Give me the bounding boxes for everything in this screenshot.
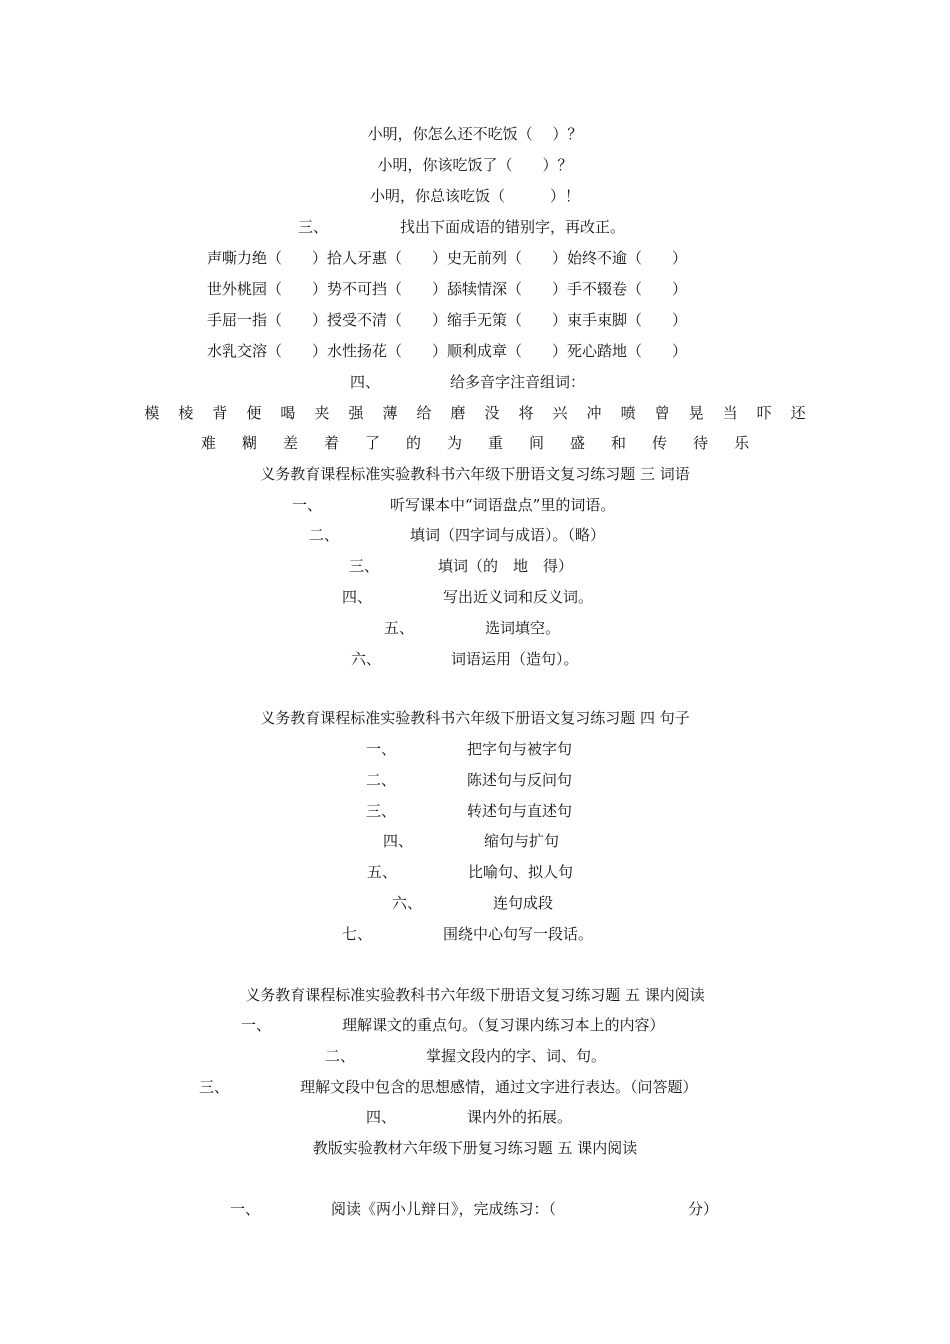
unit-heading: 义务教育课程标准实验教科书六年级下册语文复习练习题 三 词语 — [260, 465, 690, 483]
item-text: 比喻句、拟人句 — [468, 863, 574, 881]
item-text: 写出近义词和反义词。 — [443, 588, 594, 606]
polyphone-char: 重 — [488, 434, 504, 452]
polyphone-char: 和 — [611, 434, 627, 452]
chengyu-row: 世外桃园（ ）势不可挡（ ）舔犊情深（ ）手不辍卷（ ） — [207, 280, 688, 298]
polyphone-char: 着 — [323, 434, 339, 452]
sentence-line: 小明，你怎么还不吃饭（ ）？ — [367, 125, 583, 143]
polyphone-char: 吓 — [756, 404, 772, 422]
section-number: 三、 — [298, 218, 329, 236]
polyphone-char: 给 — [416, 404, 432, 422]
item-number: 一、 — [366, 740, 397, 758]
item-number: 五、 — [384, 619, 415, 637]
polyphone-char: 乐 — [734, 434, 750, 452]
polyphone-char: 便 — [246, 404, 262, 422]
item-number: 五、 — [367, 863, 398, 881]
polyphone-char: 待 — [693, 434, 709, 452]
polyphone-char: 了 — [364, 434, 380, 452]
polyphone-char: 兴 — [552, 404, 568, 422]
item-number: 六、 — [392, 894, 423, 912]
item-text: 把字句与被字句 — [467, 740, 573, 758]
score-suffix: 分） — [688, 1200, 719, 1218]
polyphone-row — [0, 433, 950, 453]
chengyu-row: 声嘶力绝（ ）拾人牙惠（ ）史无前列（ ）始终不逾（ ） — [207, 249, 688, 267]
polyphone-char: 间 — [529, 434, 545, 452]
item-number: 四、 — [342, 588, 373, 606]
polyphone-char: 当 — [722, 404, 738, 422]
item-text: 理解课文的重点句。（复习课内练习本上的内容） — [342, 1016, 665, 1034]
polyphone-char: 曾 — [654, 404, 670, 422]
polyphone-char: 模 — [144, 404, 160, 422]
item-number: 一、 — [292, 496, 323, 514]
polyphone-char: 棱 — [178, 404, 194, 422]
item-number: 三、 — [366, 802, 397, 820]
polyphone-char: 喝 — [280, 404, 296, 422]
polyphone-char: 糊 — [241, 434, 257, 452]
polyphone-char: 晃 — [688, 404, 704, 422]
item-number: 一、 — [241, 1016, 272, 1034]
sentence-line: 小明，你总该吃饭（ ）！ — [369, 187, 580, 205]
item-number: 六、 — [351, 650, 382, 668]
polyphone-char: 传 — [652, 434, 668, 452]
polyphone-char: 夹 — [314, 404, 330, 422]
polyphone-row — [0, 403, 950, 423]
polyphone-char: 冲 — [586, 404, 602, 422]
chengyu-row: 手屈一指（ ）授受不清（ ）缩手无策（ ）束手束脚（ ） — [207, 311, 688, 329]
unit-heading: 义务教育课程标准实验教科书六年级下册语文复习练习题 四 句子 — [260, 709, 690, 727]
chengyu-row: 水乳交溶（ ）水性扬花（ ）顺利成章（ ）死心踏地（ ） — [207, 342, 688, 360]
item-text: 理解文段中包含的思想感情，通过文字进行表达。（问答题） — [300, 1078, 698, 1096]
unit-heading: 教版实验教材六年级下册复习练习题 五 课内阅读 — [312, 1139, 638, 1157]
item-text: 连句成段 — [493, 894, 554, 912]
item-text: 陈述句与反问句 — [467, 771, 573, 789]
item-text: 填词（四字词与成语）。（略） — [410, 526, 606, 544]
item-text: 掌握文段内的字、词、句。 — [426, 1047, 607, 1065]
item-number: 二、 — [325, 1047, 356, 1065]
item-text: 课内外的拓展。 — [467, 1108, 573, 1126]
item-number: 三、 — [349, 557, 380, 575]
item-number: 四、 — [383, 832, 414, 850]
item-number: 三、 — [199, 1078, 230, 1096]
item-text: 阅读《两小儿辩日》，完成练习：（ — [331, 1200, 557, 1218]
section-number: 四、 — [350, 373, 381, 391]
unit-heading: 义务教育课程标准实验教科书六年级下册语文复习练习题 五 课内阅读 — [245, 986, 705, 1004]
polyphone-char: 盛 — [570, 434, 586, 452]
item-number: 一、 — [230, 1200, 261, 1218]
polyphone-char: 强 — [348, 404, 364, 422]
polyphone-char: 背 — [212, 404, 228, 422]
item-text: 转述句与直述句 — [467, 802, 573, 820]
item-text: 缩句与扩句 — [484, 832, 560, 850]
item-number: 七、 — [342, 925, 373, 943]
polyphone-char: 还 — [790, 404, 806, 422]
item-number: 二、 — [366, 771, 397, 789]
item-text: 听写课本中“词语盘点”里的词语。 — [390, 496, 616, 514]
polyphone-char: 薄 — [382, 404, 398, 422]
item-text: 围绕中心句写一段话。 — [443, 925, 594, 943]
item-number: 四、 — [366, 1108, 397, 1126]
polyphone-char: 难 — [200, 434, 216, 452]
polyphone-char: 的 — [405, 434, 421, 452]
item-text: 填词（的 地 得） — [438, 557, 574, 575]
section-title: 找出下面成语的错别字，再改正。 — [400, 218, 626, 236]
polyphone-char: 磨 — [450, 404, 466, 422]
item-text: 词语运用（造句）。 — [451, 650, 579, 668]
section-title: 给多音字注音组词： — [450, 373, 586, 391]
item-number: 二、 — [309, 526, 340, 544]
polyphone-char: 将 — [518, 404, 534, 422]
sentence-line: 小明，你该吃饭了（ ）？ — [377, 156, 573, 174]
polyphone-char: 为 — [446, 434, 462, 452]
polyphone-char: 喷 — [620, 404, 636, 422]
polyphone-char: 差 — [282, 434, 298, 452]
item-text: 选词填空。 — [485, 619, 561, 637]
polyphone-char: 没 — [484, 404, 500, 422]
